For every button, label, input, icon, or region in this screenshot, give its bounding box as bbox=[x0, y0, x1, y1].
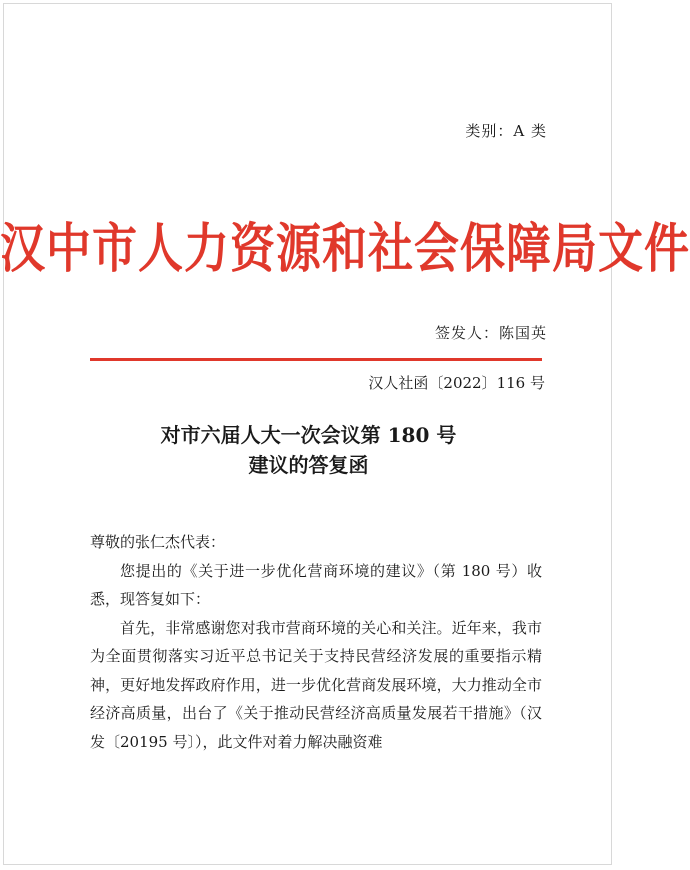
document-title bbox=[0, 420, 617, 480]
document-title-line1: 对市六届人大一次会议第 180 号 bbox=[160, 423, 457, 447]
salutation: 尊敬的张仁杰代表： bbox=[90, 533, 226, 551]
document-number: 汉人社函〔2022〕116 号 bbox=[368, 374, 545, 392]
document-body bbox=[90, 528, 542, 756]
red-divider bbox=[90, 358, 542, 361]
body-paragraph-2: 首先，非常感谢您对我市营商环境的关心和关注。近年来，我市为全面贯彻落实习近平总书记关于支持民营经济发展的重要指示精神，更好地发挥政府作用，进一步优化营商发展环境，大力推动全市经济高质量，出台了《关于推动民营经济高质量发展若干措施》（汉发〔20195 号〕），此文件对着力解决融资难 bbox=[90, 618, 542, 751]
document-title-line2: 建议的答复函 bbox=[248, 453, 369, 477]
issuer-label: 签发人：陈国英 bbox=[434, 324, 547, 342]
body-paragraph-1: 您提出的《关于进一步优化营商环境的建议》（第 180 号）收悉，现答复如下： bbox=[90, 561, 542, 608]
category-label: 类别：A 类 bbox=[465, 122, 547, 140]
org-title: 汉中市人力资源和社会保障局文件 bbox=[0, 216, 690, 280]
